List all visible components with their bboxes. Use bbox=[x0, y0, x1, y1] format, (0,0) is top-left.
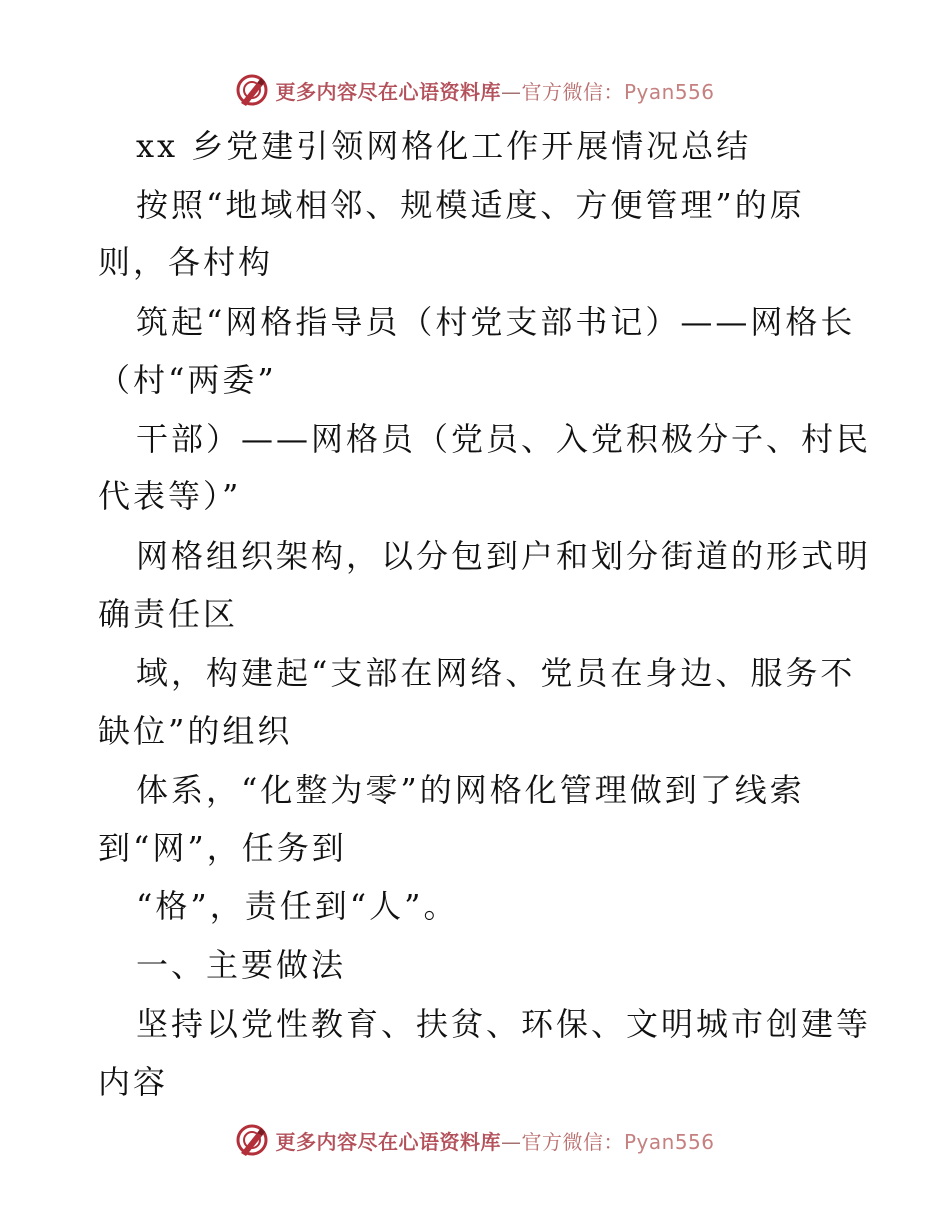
paragraph-line: 按照“地域相邻、规模适度、方便管理”的原 bbox=[136, 186, 805, 224]
paragraph-line: （村“两委” bbox=[98, 361, 277, 399]
paragraph-line: 坚持以党性教育、扶贫、环保、文明城市创建等 bbox=[136, 1005, 872, 1043]
paragraph-line: 网格组织架构，以分包到户和划分街道的形式明 bbox=[136, 537, 872, 575]
paragraph-line: 筑起“网格指导员（村党支部书记）——网格长 bbox=[136, 303, 856, 341]
section-heading: 一、主要做法 bbox=[136, 946, 347, 984]
paragraph-line: 体系，“化整为零”的网格化管理做到了线索 bbox=[136, 771, 805, 809]
paragraph-line: 则，各村构 bbox=[98, 243, 274, 281]
watermark-slogan: 更多内容尽在心语资料库 bbox=[275, 79, 501, 104]
watermark-official-label: 官方微信： bbox=[521, 79, 624, 104]
paragraph-line: 缺位”的组织 bbox=[98, 712, 293, 750]
watermark-handle: Pyan556 bbox=[623, 1129, 715, 1154]
paragraph-line: 确责任区 bbox=[98, 595, 239, 633]
paragraph-line: 内容 bbox=[98, 1063, 169, 1101]
document-title: xx 乡党建引领网格化工作开展情况总结 bbox=[136, 127, 752, 165]
paragraph-line: 代表等）” bbox=[98, 477, 242, 515]
pen-logo-icon bbox=[235, 1123, 269, 1157]
watermark-text bbox=[275, 1126, 714, 1155]
paragraph-line: “格”，责任到“人”。 bbox=[136, 887, 459, 925]
paragraph-line: 干部）——网格员（党员、入党积极分子、村民 bbox=[136, 420, 872, 458]
watermark-separator: — bbox=[500, 79, 522, 104]
paragraph-line: 到“网”，任务到 bbox=[98, 829, 347, 867]
paragraph-line: 域，构建起“支部在网络、党员在身边、服务不 bbox=[136, 654, 856, 692]
footer-watermark-banner bbox=[0, 1120, 950, 1160]
watermark-official-label: 官方微信： bbox=[521, 1129, 624, 1154]
watermark-separator: — bbox=[500, 1129, 522, 1154]
watermark-handle: Pyan556 bbox=[623, 79, 715, 104]
watermark-slogan: 更多内容尽在心语资料库 bbox=[275, 1129, 501, 1154]
